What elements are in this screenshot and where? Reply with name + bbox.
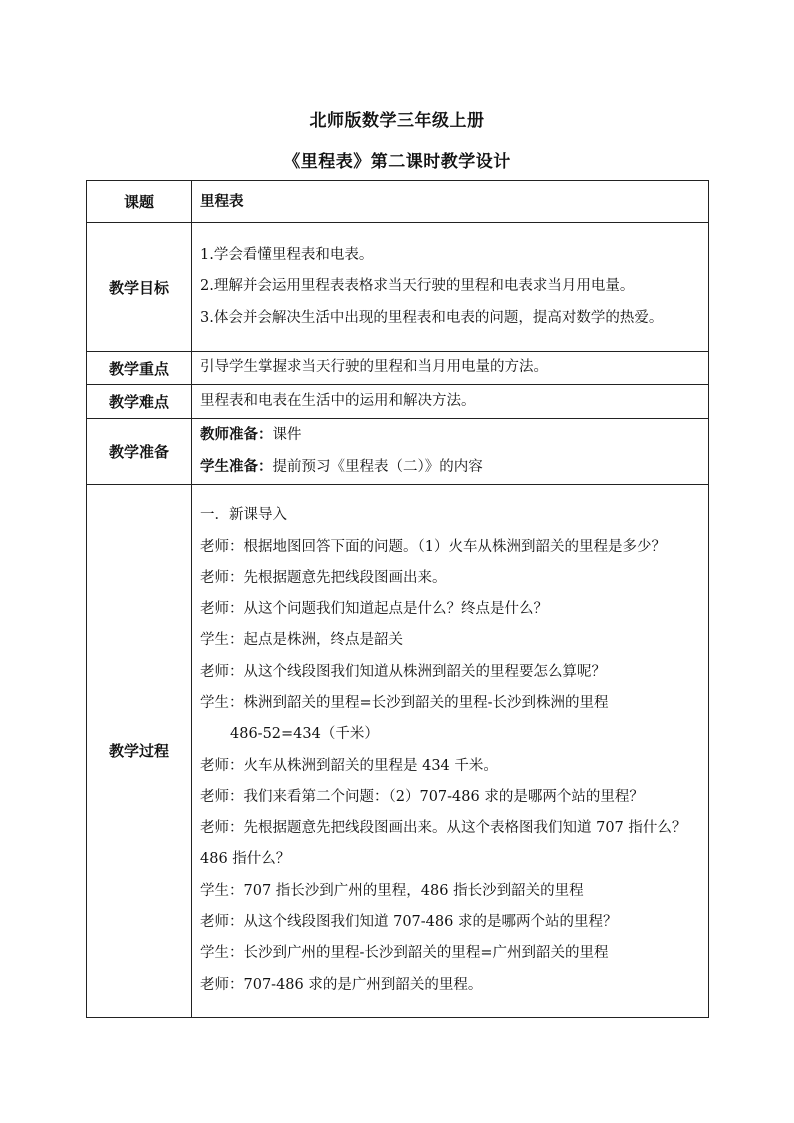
document-title: 北师版数学三年级上册 (309, 111, 485, 131)
row-label-difficulty: 教学难点 (87, 385, 192, 419)
process-line: 老师：我们来看第二个问题：（2）707-486 求的是哪两个站的里程？ (200, 788, 644, 805)
document-subtitle: 《里程表》第二课时教学设计 (283, 152, 511, 172)
goals-content (192, 223, 709, 352)
goal-item: 1.学会看懂里程表和电表。 (200, 247, 374, 264)
teacher-prep-label: 教师准备： (200, 426, 273, 443)
teacher-prep-value: 课件 (272, 427, 302, 443)
process-line: 老师：从这个线段图我们知道 707-486 求的是哪两个站的里程？ (200, 914, 618, 931)
table-row (87, 484, 709, 1017)
prep-content (192, 419, 709, 485)
difficulty-value: 里程表和电表在生活中的运用和解决方法。 (192, 385, 709, 419)
process-line: 老师：从这个问题我们知道起点是什么？终点是什么？ (200, 601, 548, 618)
process-line: 老师：火车从株洲到韶关的里程是 434 千米。 (200, 757, 498, 774)
student-prep (200, 451, 700, 483)
process-content (192, 484, 709, 1017)
process-line: 一．新课导入 (200, 507, 287, 524)
student-prep-label: 学生准备： (200, 458, 273, 476)
process-line: 老师：先根据题意先把线段图画出来。 (200, 569, 447, 586)
process-line: 老师：从这个线段图我们知道从株洲到韶关的里程要怎么算呢？ (200, 663, 606, 680)
row-label-goals: 教学目标 (87, 223, 192, 352)
process-line: 学生：707 指长沙到广州的里程，486 指长沙到韶关的里程 (200, 882, 584, 899)
table-row (87, 223, 709, 352)
row-label-topic: 课题 (87, 181, 192, 223)
student-prep-value: 提前预习《里程表（二）》的内容 (272, 459, 483, 476)
table-row (87, 385, 709, 419)
process-line: 学生：起点是株洲，终点是韶关 (200, 632, 403, 649)
lesson-plan-table (86, 180, 709, 1018)
goal-item: 2.理解并会运用里程表表格求当天行驶的里程和电表求当月用电量。 (200, 278, 635, 295)
row-label-process: 教学过程 (87, 484, 192, 1017)
process-line: 学生：长沙到广州的里程-长沙到韶关的里程=广州到韶关的里程 (200, 945, 609, 962)
teacher-prep (200, 419, 700, 451)
row-label-focus: 教学重点 (87, 352, 192, 385)
process-line: 老师：根据地图回答下面的问题。（1）火车从株洲到韶关的里程是多少？ (200, 538, 666, 555)
process-line: 老师：707-486 求的是广州到韶关的里程。 (200, 976, 483, 993)
process-line: 老师：先根据题意先把线段图画出来。从这个表格图我们知道 707 指什么？486 指什么？ (200, 820, 687, 868)
process-line: 学生：株洲到韶关的里程=长沙到韶关的里程-长沙到株洲的里程 (200, 695, 609, 711)
goal-item: 3.体会并会解决生活中出现的里程表和电表的问题，提高对数学的热爱。 (200, 309, 664, 326)
topic-value: 里程表 (192, 181, 709, 223)
process-line: 486-52=434（千米） (230, 726, 379, 743)
focus-value: 引导学生掌握求当天行驶的里程和当月用电量的方法。 (192, 352, 709, 385)
table-row (87, 352, 709, 385)
table-row (87, 181, 709, 223)
table-row (87, 419, 709, 485)
row-label-prep: 教学准备 (87, 419, 192, 485)
